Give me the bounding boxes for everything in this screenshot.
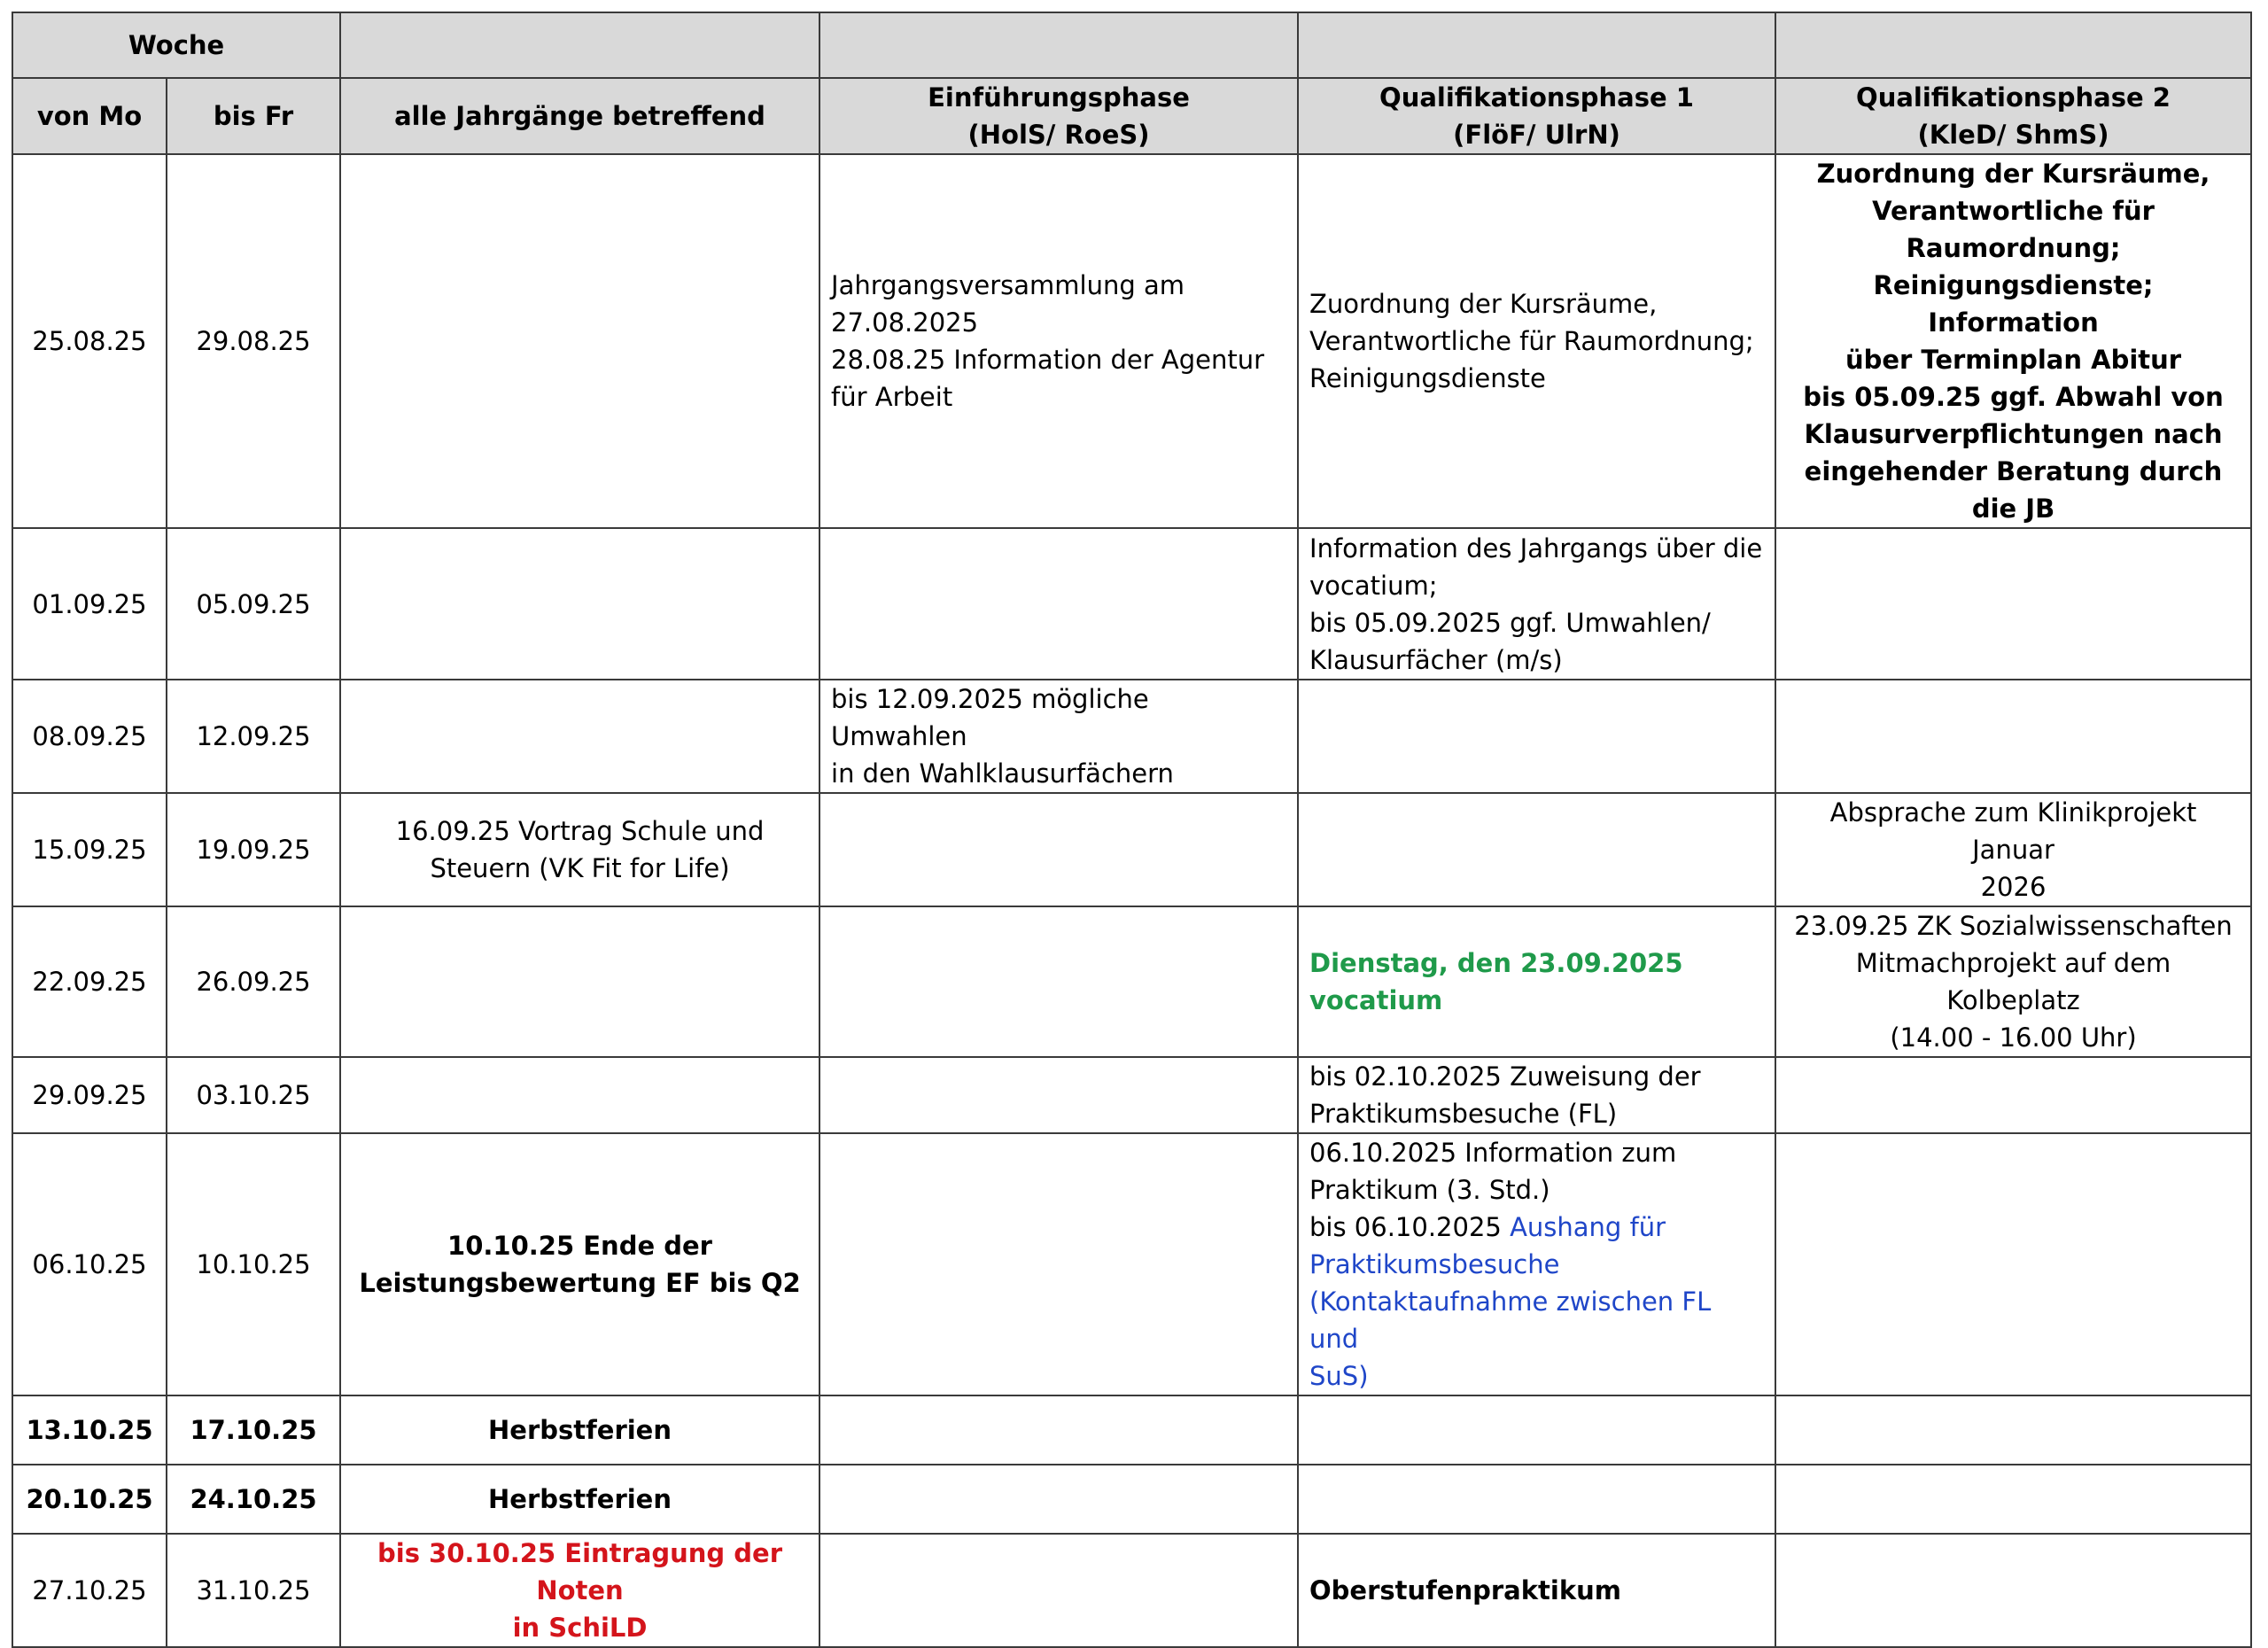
cell-text: 28.08.25 Information der Agentur <box>831 345 1264 375</box>
cell-text: Leistungsbewertung EF bis Q2 <box>359 1268 801 1298</box>
header-ef-sub: (HolS/ RoeS) <box>967 120 1150 150</box>
cell-q1: Oberstufenpraktikum <box>1298 1534 1775 1647</box>
aushang-link-text: Aushang für <box>1510 1212 1666 1242</box>
header-bis-fr: bis Fr <box>167 78 340 154</box>
cell-text: für Arbeit <box>831 382 953 412</box>
header-row-2 <box>12 78 2251 154</box>
cell-text: bis 12.09.2025 mögliche Umwahlen <box>831 684 1149 751</box>
date-bis: 05.09.25 <box>167 528 340 680</box>
date-bis: 12.09.25 <box>167 680 340 793</box>
date-von: 20.10.25 <box>12 1465 167 1534</box>
cell-q1 <box>1298 1465 1775 1534</box>
table-row <box>12 680 2251 793</box>
cell-q1 <box>1298 680 1775 793</box>
cell-text: in SchiLD <box>512 1613 648 1643</box>
date-von: 01.09.25 <box>12 528 167 680</box>
date-von: 25.08.25 <box>12 154 167 528</box>
cell-text: 23.09.25 ZK Sozialwissenschaften <box>1794 911 2233 941</box>
table-row <box>12 1395 2251 1465</box>
date-bis: 31.10.25 <box>167 1534 340 1647</box>
cell-text: Klausurfächer (m/s) <box>1309 644 1563 675</box>
cell-text: SuS) <box>1309 1361 1369 1391</box>
cell-text: Jahrgangsversammlung am <box>831 270 1184 300</box>
date-bis: 26.09.25 <box>167 906 340 1057</box>
date-von: 27.10.25 <box>12 1534 167 1647</box>
cell-alle <box>340 1057 819 1133</box>
header-empty-ef <box>819 12 1298 78</box>
header-q1-sub: (FlöF/ UlrN) <box>1453 120 1620 150</box>
cell-text: Praktikumsbesuche (FL) <box>1309 1099 1618 1129</box>
cell-text: bis 06.10.2025 <box>1309 1212 1511 1242</box>
cell-text: bis 30.10.25 Eintragung der Noten <box>377 1538 783 1605</box>
cell-q2 <box>1775 1057 2251 1133</box>
cell-q1 <box>1298 1133 1775 1395</box>
cell-text: 27.08.2025 <box>831 307 979 338</box>
cell-text: Zuordnung der Kursräume, <box>1309 289 1658 319</box>
date-bis: 19.09.25 <box>167 793 340 906</box>
cell-q2 <box>1775 1465 2251 1534</box>
cell-q2 <box>1775 906 2251 1057</box>
cell-q1 <box>1298 1395 1775 1465</box>
cell-ef <box>819 1534 1298 1647</box>
cell-q2 <box>1775 1534 2251 1647</box>
cell-text: bis 05.09.2025 ggf. Umwahlen/ <box>1309 607 1711 638</box>
cell-alle <box>340 1133 819 1395</box>
table-row <box>12 1534 2251 1647</box>
header-row-1 <box>12 12 2251 78</box>
date-von: 13.10.25 <box>12 1395 167 1465</box>
cell-text: 06.10.2025 Information zum <box>1309 1138 1677 1168</box>
cell-text: Verantwortliche für Raumordnung; <box>1309 326 1754 356</box>
cell-alle <box>340 154 819 528</box>
date-von: 08.09.25 <box>12 680 167 793</box>
cell-text: Steuern (VK Fit for Life) <box>430 853 730 883</box>
header-von-mo: von Mo <box>12 78 167 154</box>
cell-q2 <box>1775 793 2251 906</box>
cell-text: (14.00 - 16.00 Uhr) <box>1890 1022 2137 1053</box>
table-row <box>12 154 2251 528</box>
cell-q2 <box>1775 154 2251 528</box>
cell-ef <box>819 1133 1298 1395</box>
cell-text: Reinigungsdienste <box>1309 363 1546 393</box>
cell-q2 <box>1775 1133 2251 1395</box>
cell-q1 <box>1298 528 1775 680</box>
date-bis: 03.10.25 <box>167 1057 340 1133</box>
date-von: 06.10.25 <box>12 1133 167 1395</box>
cell-alle <box>340 680 819 793</box>
cell-ef <box>819 1057 1298 1133</box>
header-einfuehrungsphase <box>819 78 1298 154</box>
cell-text: (Kontaktaufnahme zwischen FL und <box>1309 1287 1712 1354</box>
date-von: 29.09.25 <box>12 1057 167 1133</box>
table-row <box>12 1465 2251 1534</box>
date-von: 22.09.25 <box>12 906 167 1057</box>
cell-ef <box>819 793 1298 906</box>
schedule-table <box>12 12 2252 1648</box>
cell-text-mixed <box>1309 1209 1764 1246</box>
cell-ef <box>819 906 1298 1057</box>
cell-text: Absprache zum Klinikprojekt Januar <box>1829 797 2197 865</box>
date-von: 15.09.25 <box>12 793 167 906</box>
table-row <box>12 1057 2251 1133</box>
cell-q1 <box>1298 1057 1775 1133</box>
header-woche: Woche <box>12 12 340 78</box>
cell-ef <box>819 154 1298 528</box>
cell-alle <box>340 906 819 1057</box>
cell-text: Information des Jahrgangs über die <box>1309 532 1763 564</box>
header-q2-title: Qualifikationsphase 2 <box>1856 82 2171 113</box>
cell-text: bis 05.09.25 ggf. Abwahl von <box>1803 382 2224 412</box>
cell-text: Reinigungsdienste; Information <box>1873 270 2154 338</box>
header-q1-title: Qualifikationsphase 1 <box>1379 82 1694 113</box>
cell-text: bis 02.10.2025 Zuweisung der <box>1309 1061 1701 1092</box>
cell-q2 <box>1775 528 2251 680</box>
header-empty-q1 <box>1298 12 1775 78</box>
table-row <box>12 793 2251 906</box>
date-bis: 17.10.25 <box>167 1395 340 1465</box>
cell-text: 16.09.25 Vortrag Schule und <box>395 816 765 846</box>
header-ef-title: Einführungsphase <box>928 82 1190 113</box>
table-row <box>12 906 2251 1057</box>
cell-text: Klausurverpflichtungen nach <box>1804 419 2223 449</box>
table-row <box>12 1133 2251 1395</box>
cell-text: über Terminplan Abitur <box>1845 345 2182 375</box>
cell-q2 <box>1775 680 2251 793</box>
table-row <box>12 528 2251 680</box>
header-qualifikationsphase-1 <box>1298 78 1775 154</box>
date-bis: 29.08.25 <box>167 154 340 528</box>
cell-alle <box>340 793 819 906</box>
cell-q1 <box>1298 154 1775 528</box>
header-empty-q2 <box>1775 12 2251 78</box>
header-alle-jahrgaenge: alle Jahrgänge betreffend <box>340 78 819 154</box>
cell-ef <box>819 1395 1298 1465</box>
cell-alle: Herbstferien <box>340 1465 819 1534</box>
cell-text: Praktikum (3. Std.) <box>1309 1175 1550 1205</box>
header-empty-alle <box>340 12 819 78</box>
cell-q1: Dienstag, den 23.09.2025 vocatium <box>1298 906 1775 1057</box>
header-q2-sub: (KleD/ ShmS) <box>1917 120 2109 150</box>
date-bis: 10.10.25 <box>167 1133 340 1395</box>
cell-alle: Herbstferien <box>340 1395 819 1465</box>
cell-text: vocatium; <box>1309 570 1438 601</box>
cell-ef <box>819 680 1298 793</box>
cell-ef <box>819 528 1298 680</box>
cell-text: Mitmachprojekt auf dem Kolbeplatz <box>1855 948 2171 1015</box>
cell-q1 <box>1298 793 1775 906</box>
cell-text: Praktikumsbesuche <box>1309 1249 1560 1279</box>
cell-text: Zuordnung der Kursräume, <box>1816 159 2210 189</box>
cell-q2 <box>1775 1395 2251 1465</box>
date-bis: 24.10.25 <box>167 1465 340 1534</box>
header-qualifikationsphase-2 <box>1775 78 2251 154</box>
cell-alle <box>340 528 819 680</box>
cell-text: in den Wahlklausurfächern <box>831 758 1174 789</box>
cell-ef <box>819 1465 1298 1534</box>
cell-alle <box>340 1534 819 1647</box>
cell-text: eingehender Beratung durch die JB <box>1804 456 2223 524</box>
cell-text: 2026 <box>1980 872 2047 902</box>
cell-text: 10.10.25 Ende der <box>447 1231 712 1261</box>
cell-text: Verantwortliche für Raumordnung; <box>1872 196 2155 263</box>
